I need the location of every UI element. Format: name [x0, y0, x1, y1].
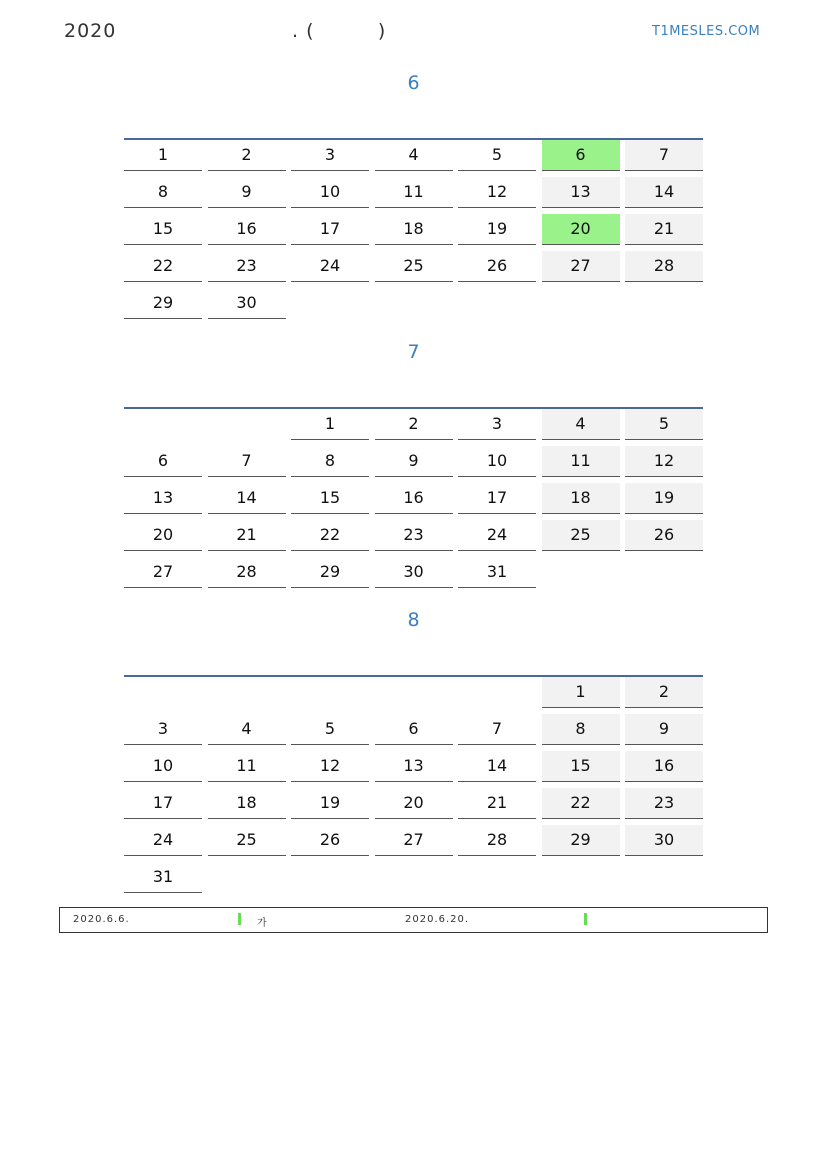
day-cell[interactable]: 22: [291, 520, 369, 551]
day-cell[interactable]: 27: [375, 825, 453, 856]
day-cell[interactable]: 2: [208, 140, 286, 171]
day-cell[interactable]: 6: [124, 446, 202, 477]
day-cell[interactable]: 2: [625, 677, 703, 708]
day-cell[interactable]: 19: [458, 214, 536, 245]
day-cell[interactable]: 30: [208, 288, 286, 319]
month-title: 7: [407, 341, 420, 363]
day-cell[interactable]: 21: [625, 214, 703, 245]
day-cell[interactable]: 19: [625, 483, 703, 514]
day-cell[interactable]: 18: [208, 788, 286, 819]
day-cell[interactable]: 24: [124, 825, 202, 856]
legend-item-1: 2020.6.6.: [73, 914, 130, 925]
day-cell[interactable]: 21: [208, 520, 286, 551]
day-cell[interactable]: 3: [291, 140, 369, 171]
day-cell[interactable]: 6: [542, 140, 620, 171]
day-cell[interactable]: 8: [124, 177, 202, 208]
day-cell[interactable]: 13: [124, 483, 202, 514]
day-cell[interactable]: 23: [375, 520, 453, 551]
day-cell[interactable]: 28: [625, 251, 703, 282]
calendar-grid: [124, 409, 703, 588]
day-cell[interactable]: 4: [208, 714, 286, 745]
day-cell[interactable]: 5: [625, 409, 703, 440]
month-title: 6: [407, 72, 420, 94]
day-cell[interactable]: 29: [291, 557, 369, 588]
day-cell[interactable]: 17: [124, 788, 202, 819]
day-cell[interactable]: 21: [458, 788, 536, 819]
day-cell[interactable]: 1: [124, 140, 202, 171]
day-cell[interactable]: 22: [542, 788, 620, 819]
day-cell[interactable]: 9: [208, 177, 286, 208]
day-cell[interactable]: 20: [542, 214, 620, 245]
day-cell[interactable]: 12: [625, 446, 703, 477]
day-cell[interactable]: 20: [124, 520, 202, 551]
day-cell[interactable]: 8: [291, 446, 369, 477]
day-cell[interactable]: 12: [458, 177, 536, 208]
month-title: 8: [407, 609, 420, 631]
day-cell[interactable]: 28: [208, 557, 286, 588]
day-cell[interactable]: 24: [291, 251, 369, 282]
day-cell[interactable]: 1: [291, 409, 369, 440]
day-cell[interactable]: 24: [458, 520, 536, 551]
site-link[interactable]: T1MESLES.COM: [652, 24, 761, 39]
day-cell[interactable]: 11: [208, 751, 286, 782]
day-cell[interactable]: 9: [625, 714, 703, 745]
day-cell[interactable]: 29: [124, 288, 202, 319]
legend-box: [59, 907, 768, 933]
day-cell[interactable]: 31: [458, 557, 536, 588]
day-cell[interactable]: 27: [542, 251, 620, 282]
day-cell[interactable]: 25: [375, 251, 453, 282]
day-cell[interactable]: 16: [208, 214, 286, 245]
day-cell[interactable]: 12: [291, 751, 369, 782]
legend-item-2: 가: [257, 918, 268, 929]
day-cell[interactable]: 4: [375, 140, 453, 171]
legend-marker-1: [238, 913, 241, 925]
title-subtitle: . ( ): [292, 20, 387, 42]
day-cell[interactable]: 6: [375, 714, 453, 745]
day-cell[interactable]: 28: [458, 825, 536, 856]
day-cell[interactable]: 23: [625, 788, 703, 819]
day-cell[interactable]: 14: [208, 483, 286, 514]
day-cell[interactable]: 15: [124, 214, 202, 245]
day-cell[interactable]: 26: [291, 825, 369, 856]
day-cell[interactable]: 17: [458, 483, 536, 514]
day-cell[interactable]: 15: [291, 483, 369, 514]
day-cell[interactable]: 10: [124, 751, 202, 782]
empty-cell: [208, 677, 286, 707]
day-cell[interactable]: 3: [124, 714, 202, 745]
day-cell[interactable]: 4: [542, 409, 620, 440]
empty-cell: [124, 409, 202, 439]
day-cell[interactable]: 15: [542, 751, 620, 782]
day-cell[interactable]: 11: [375, 177, 453, 208]
calendar-grid: [124, 677, 703, 893]
day-cell[interactable]: 2: [375, 409, 453, 440]
empty-cell: [208, 409, 286, 439]
legend-marker-2: [584, 913, 587, 925]
calendar-grid: [124, 140, 703, 319]
day-cell[interactable]: 7: [625, 140, 703, 171]
day-cell[interactable]: 1: [542, 677, 620, 708]
day-cell[interactable]: 30: [625, 825, 703, 856]
empty-cell: [124, 677, 202, 707]
legend-item-3: 2020.6.20.: [405, 914, 470, 925]
day-cell[interactable]: 8: [542, 714, 620, 745]
day-cell[interactable]: 10: [291, 177, 369, 208]
day-cell[interactable]: 20: [375, 788, 453, 819]
empty-cell: [291, 677, 369, 707]
day-cell[interactable]: 9: [375, 446, 453, 477]
day-cell[interactable]: 26: [458, 251, 536, 282]
day-cell[interactable]: 13: [542, 177, 620, 208]
day-cell[interactable]: 23: [208, 251, 286, 282]
day-cell[interactable]: 31: [124, 862, 202, 893]
day-cell[interactable]: 14: [458, 751, 536, 782]
day-cell[interactable]: 29: [542, 825, 620, 856]
title-year: 2020: [64, 20, 117, 42]
day-cell[interactable]: 7: [208, 446, 286, 477]
day-cell[interactable]: 11: [542, 446, 620, 477]
day-cell[interactable]: 25: [208, 825, 286, 856]
day-cell[interactable]: 16: [625, 751, 703, 782]
day-cell[interactable]: 14: [625, 177, 703, 208]
day-cell[interactable]: 18: [542, 483, 620, 514]
day-cell[interactable]: 25: [542, 520, 620, 551]
day-cell[interactable]: 27: [124, 557, 202, 588]
day-cell[interactable]: 13: [375, 751, 453, 782]
day-cell[interactable]: 30: [375, 557, 453, 588]
day-cell[interactable]: 5: [458, 140, 536, 171]
day-cell[interactable]: 3: [458, 409, 536, 440]
day-cell[interactable]: 17: [291, 214, 369, 245]
day-cell[interactable]: 7: [458, 714, 536, 745]
day-cell[interactable]: 18: [375, 214, 453, 245]
day-cell[interactable]: 16: [375, 483, 453, 514]
day-cell[interactable]: 22: [124, 251, 202, 282]
day-cell[interactable]: 19: [291, 788, 369, 819]
empty-cell: [458, 677, 536, 707]
day-cell[interactable]: 5: [291, 714, 369, 745]
day-cell[interactable]: 26: [625, 520, 703, 551]
empty-cell: [375, 677, 453, 707]
day-cell[interactable]: 10: [458, 446, 536, 477]
